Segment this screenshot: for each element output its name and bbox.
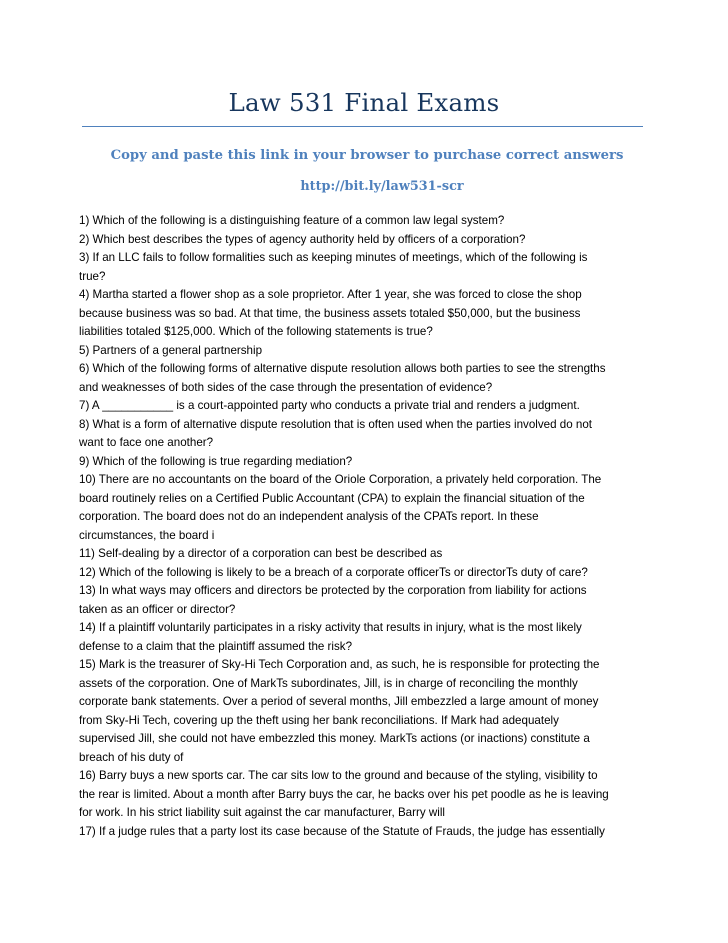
question-text-line: and weaknesses of both sides of the case through the presentation of evidence?: [79, 380, 493, 394]
question-text-line: from Sky-Hi Tech, covering up the theft using her bank reconciliations. If Mark had adequately: [79, 713, 559, 727]
question-item: [79, 249, 645, 286]
question-text-line: 13) In what ways may officers and directors be protected by the corporation from liability for actions: [79, 584, 587, 597]
title-underline: [82, 126, 643, 127]
question-text-line: 3) If an LLC fails to follow formalities such as keeping minutes of meetings, which of the following is: [79, 251, 588, 264]
question-item: [79, 286, 645, 342]
question-text-line: board routinely relies on a Certified Public Accountant (CPA) to explain the financial situation of the: [79, 491, 585, 505]
question-text-line: 14) If a plaintiff voluntarily participates in a risky activity that results in injury, what is the most likely: [79, 621, 582, 634]
question-item: [79, 342, 645, 361]
question-item: [79, 231, 645, 250]
question-text-line: 11) Self-dealing by a director of a corporation can best be described as: [79, 547, 443, 560]
question-item: [79, 619, 645, 656]
question-text-line: want to face one another?: [79, 436, 214, 449]
question-list: [79, 212, 645, 841]
question-text-line: 12) Which of the following is likely to be a breach of a corporate officerTs or directorTs duty of care?: [79, 565, 588, 579]
question-item: [79, 416, 645, 453]
question-text-line: taken as an officer or director?: [79, 602, 236, 616]
question-text-line: breach of his duty of: [79, 750, 184, 764]
question-item: [79, 582, 645, 619]
purchase-instruction: Copy and paste this link in your browser to purchase correct answers: [110, 148, 624, 163]
question-text-line: 9) Which of the following is true regarding mediation?: [79, 454, 353, 468]
question-text-line: 5) Partners of a general partnership: [79, 343, 263, 357]
question-text-line: 7) A ___________ is a court-appointed party who conducts a private trial and renders a judgment.: [79, 399, 580, 412]
question-text-line: 2) Which best describes the types of agency authority held by officers of a corporation?: [79, 232, 526, 246]
question-item: [79, 397, 645, 416]
question-text-line: 4) Martha started a flower shop as a sole proprietor. After 1 year, she was forced to close the shop: [79, 288, 582, 301]
question-text-line: 1) Which of the following is a distinguishing feature of a common law legal system?: [79, 214, 505, 227]
question-item: [79, 656, 645, 767]
question-text-line: 10) There are no accountants on the board of the Oriole Corporation, a privately held corporation. The: [79, 473, 602, 486]
question-item: [79, 823, 645, 842]
question-text-line: 8) What is a form of alternative dispute resolution that is often used when the parties involved do not: [79, 417, 592, 431]
question-text-line: corporate bank statements. Over a period of several months, Jill embezzled a large amount of money: [79, 695, 599, 708]
question-item: [79, 471, 645, 545]
document-title: Law 531 Final Exams: [228, 88, 500, 117]
question-text-line: because business was so bad. At that time, the business assets totaled $50,000, but the business: [79, 306, 581, 320]
question-text-line: assets of the corporation. One of MarkTs subordinates, Jill, is in charge of reconciling the monthly: [79, 676, 578, 690]
question-text-line: circumstances, the board i: [79, 528, 215, 542]
question-text-line: 16) Barry buys a new sports car. The car sits low to the ground and because of the styling, visibility to: [79, 769, 598, 782]
question-item: [79, 212, 645, 231]
question-item: [79, 767, 645, 823]
question-text-line: liabilities totaled $125,000. Which of the following statements is true?: [79, 325, 433, 338]
question-text-line: corporation. The board does not do an independent analysis of the CPATs report. In these: [79, 510, 539, 523]
question-text-line: for work. In his strict liability suit against the car manufacturer, Barry will: [79, 806, 445, 819]
question-text-line: 15) Mark is the treasurer of Sky-Hi Tech Corporation and, as such, he is responsible for protecting the: [79, 658, 600, 671]
question-item: [79, 453, 645, 472]
question-item: [79, 360, 645, 397]
question-text-line: the rear is limited. About a month after Barry buys the car, he backs over his pet poodle as he is leaving: [79, 787, 609, 801]
question-text-line: true?: [79, 269, 106, 283]
question-text-line: 6) Which of the following forms of alternative dispute resolution allows both parties to see the strengths: [79, 362, 606, 375]
question-text-line: supervised Jill, she could not have embezzled this money. MarkTs actions (or inactions) constitute a: [79, 732, 590, 745]
question-text-line: 17) If a judge rules that a party lost its case because of the Statute of Frauds, the judge has essentially: [79, 824, 605, 838]
question-item: [79, 564, 645, 583]
question-item: [79, 545, 645, 564]
question-text-line: defense to a claim that the plaintiff assumed the risk?: [79, 639, 353, 653]
purchase-link[interactable]: http://bit.ly/law531-scr: [300, 179, 464, 194]
